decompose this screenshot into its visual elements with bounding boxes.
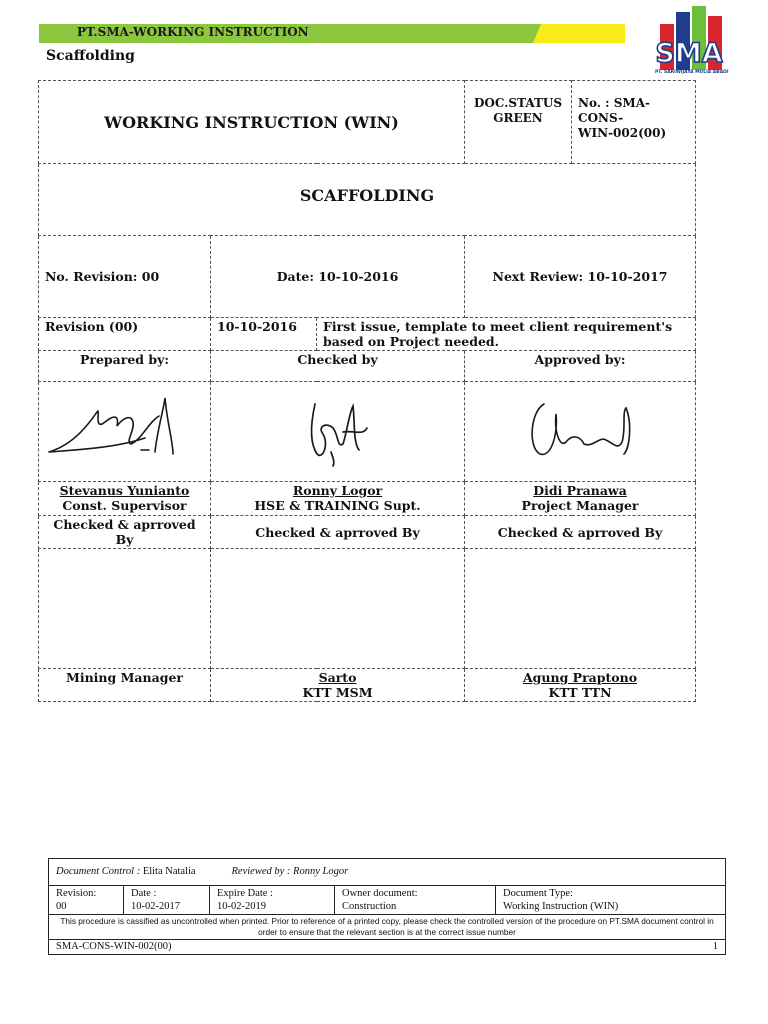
checked-signature-cell: [211, 382, 465, 482]
checked-approved-name-2: Sarto: [318, 670, 357, 685]
doc-date: Date: 10-10-2016: [211, 236, 465, 318]
approved-role: Project Manager: [521, 498, 639, 513]
doc-title-cell: [39, 81, 465, 164]
checked-name: Ronny Logor: [292, 483, 383, 498]
footer-date-value: 10-02-2017: [131, 901, 180, 912]
checked-approved-person-1: [39, 669, 211, 702]
prepared-role: Const. Supervisor: [62, 498, 187, 513]
footer-revision-label: Revision:: [56, 888, 97, 899]
reviewed-by: [231, 859, 726, 886]
checked-approved-person-3: [465, 669, 696, 702]
history-revision: Revision (00): [39, 318, 211, 351]
checked-by-label: Checked by: [211, 351, 465, 382]
footer-type: [496, 886, 726, 915]
footer-expire: [210, 886, 335, 915]
checked-approved-name-1: Mining Manager: [65, 670, 183, 685]
doc-number-cell: [572, 81, 696, 164]
footer-type-label: Document Type:: [503, 888, 573, 899]
uncontrolled-disclaimer: This procedure is cassified as uncontrolled when printed. Prior to reference of a printed copy, please check the controlled version of the procedure on PT.SMA document control in order to ensure that the relevant section is at the correct issue number: [49, 915, 726, 940]
doc-status-label: DOC.STATUS: [474, 96, 563, 110]
checked-approved-role-3: KTT TTN: [548, 685, 612, 700]
revision-number: No. Revision: 00: [39, 236, 211, 318]
logo-company-name: PT. SARIWIJAYA MULIA ABADI: [655, 70, 729, 75]
checked-approved-label-2: Checked & aprroved By: [211, 516, 465, 549]
footer-expire-value: 10-02-2019: [217, 901, 266, 912]
footer-date: [124, 886, 210, 915]
page-number: 1: [496, 940, 726, 955]
checked-approved-label-3: Checked & aprroved By: [465, 516, 696, 549]
checked-approved-signature-3: [465, 549, 696, 669]
doc-status-value: GREEN: [493, 111, 543, 125]
history-description: First issue, template to meet client requirement's based on Project needed.: [317, 318, 696, 351]
approved-signature: [510, 392, 650, 472]
footer-owner-value: Construction: [342, 901, 397, 912]
doc-subject-cell: [39, 164, 696, 236]
prepared-by-label: Prepared by:: [39, 351, 211, 382]
banner-title: PT.SMA-WORKING INSTRUCTION: [77, 25, 309, 39]
doc-status-cell: [465, 81, 572, 164]
footer-owner-label: Owner document:: [342, 888, 418, 899]
doc-control-value: Elita Natalia: [142, 866, 196, 877]
doc-subject: SCAFFOLDING: [299, 186, 435, 205]
page-subtitle: Scaffolding: [46, 48, 135, 64]
footer-revision: [49, 886, 124, 915]
next-review: Next Review: 10-10-2017: [465, 236, 696, 318]
approved-by-label: Approved by:: [465, 351, 696, 382]
approved-person: [465, 482, 696, 516]
approved-name: Didi Pranawa: [533, 483, 627, 498]
footer-expire-label: Expire Date :: [217, 888, 273, 899]
doc-number-line1: No. : SMA-CONS-: [578, 96, 650, 125]
footer-owner: [335, 886, 496, 915]
checked-person: [211, 482, 465, 516]
footer-revision-value: 00: [56, 901, 67, 912]
checked-approved-label-1: Checked & aprroved By: [39, 516, 211, 549]
checked-approved-name-3: Agung Praptono: [522, 670, 638, 685]
footer-table: [48, 858, 726, 955]
doc-number-line2: WIN-002(00): [578, 126, 667, 140]
checked-approved-role-2: KTT MSM: [302, 685, 373, 700]
prepared-signature-cell: [39, 382, 211, 482]
checked-signature: [293, 392, 383, 472]
footer-date-label: Date :: [131, 888, 157, 899]
prepared-person: [39, 482, 211, 516]
company-logo: [654, 6, 729, 80]
footer-doc-code: SMA-CONS-WIN-002(00): [49, 940, 496, 955]
document-header-table: [38, 80, 696, 702]
checked-approved-signature-1: [39, 549, 211, 669]
doc-control-label: Document Control :: [56, 866, 141, 877]
checked-approved-signature-2: [211, 549, 465, 669]
prepared-name: Stevanus Yunianto: [59, 483, 190, 498]
logo-letters: SMA: [655, 38, 723, 69]
checked-approved-person-2: [211, 669, 465, 702]
header-banner-accent: [533, 24, 625, 43]
history-date: 10-10-2016: [211, 318, 317, 351]
doc-title: WORKING INSTRUCTION (WIN): [104, 112, 399, 132]
footer-type-value: Working Instruction (WIN): [503, 901, 619, 912]
prepared-signature: [45, 392, 205, 472]
reviewed-by-text: Reviewed by : Ronny Logor: [231, 866, 349, 877]
checked-role: HSE & TRAINING Supt.: [254, 498, 421, 513]
approved-signature-cell: [465, 382, 696, 482]
